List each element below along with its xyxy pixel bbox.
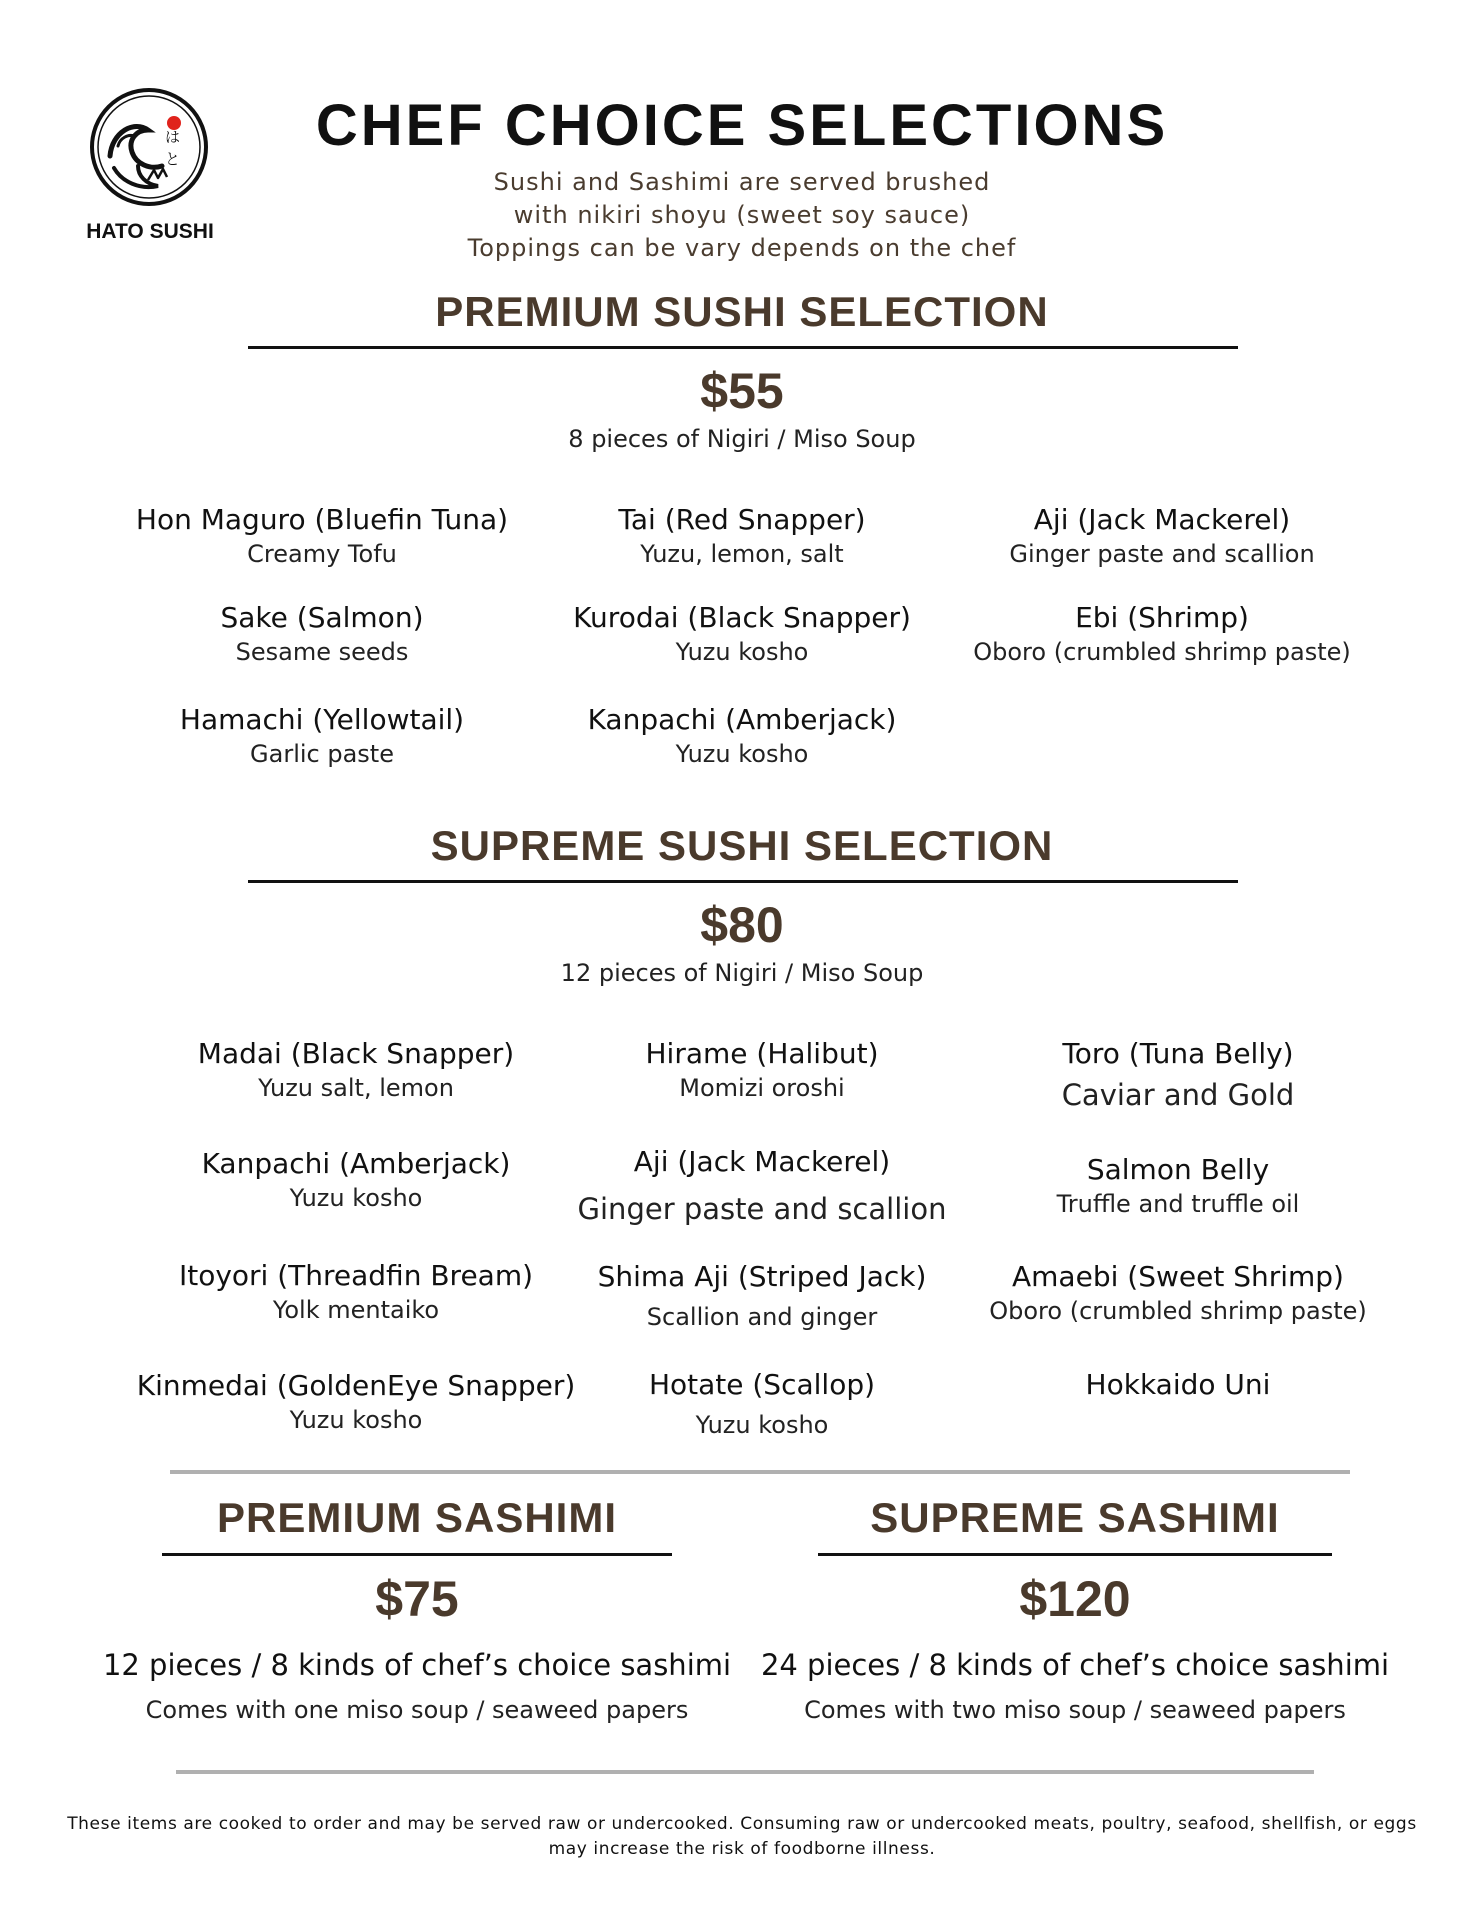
logo-glyph-1: は [165,128,181,146]
item-name: Kinmedai (GoldenEye Snapper) [136,1369,576,1402]
premium-sushi-includes: 8 pieces of Nigiri / Miso Soup [568,425,916,453]
item-name: Hokkaido Uni [1085,1368,1271,1401]
intro-line: with nikiri shoyu (sweet soy sauce) [513,201,971,229]
supreme-sushi-includes: 12 pieces of Nigiri / Miso Soup [560,959,924,987]
supreme-sushi-title: SUPREME SUSHI SELECTION [430,822,1054,869]
item-name: Toro (Tuna Belly) [1062,1037,1294,1070]
brand-name: HATO SUSHI [86,220,214,243]
divider [170,1470,1350,1474]
item-desc: Yuzu kosho [695,1411,829,1439]
item-name: Kanpachi (Amberjack) [587,703,897,736]
item-desc: Yuzu kosho [289,1406,423,1434]
premium-sashimi-title: PREMIUM SASHIMI [216,1494,617,1541]
menu-item [928,1260,1428,1325]
supreme-sashimi-comes-with: Comes with two miso soup / seaweed papers [804,1696,1346,1724]
divider [162,1553,672,1556]
item-desc: Momizi oroshi [679,1074,845,1102]
menu-item [492,703,992,768]
supreme-sashimi-pieces: 24 pieces / 8 kinds of chef’s choice sashimi [760,1648,1390,1682]
menu-item [928,1037,1428,1112]
item-name: Aji (Jack Mackerel) [1033,503,1291,536]
item-desc: Yuzu kosho [675,638,809,666]
item-desc: Creamy Tofu [247,540,397,568]
supreme-sushi-price: $80 [700,897,784,953]
disclaimer: These items are cooked to order and may be served raw or undercooked. Consuming raw or undercooked meats, poultry, seafood, shellfish, or eggs may increase the risk of foodborne illness. [67,1814,1417,1859]
item-desc: Ginger paste and scallion [577,1192,947,1226]
item-name: Itoyori (Threadfin Bream) [178,1259,534,1292]
item-desc: Yolk mentaiko [272,1296,440,1324]
item-desc: Truffle and truffle oil [1056,1190,1300,1218]
item-name: Kurodai (Black Snapper) [573,601,911,634]
menu-item [912,503,1412,568]
item-name: Hirame (Halibut) [645,1037,879,1070]
supreme-sashimi-title: SUPREME SASHIMI [870,1494,1280,1541]
item-name: Hamachi (Yellowtail) [179,703,465,736]
item-desc: Oboro (crumbled shrimp paste) [989,1297,1367,1325]
item-name: Aji (Jack Mackerel) [633,1145,891,1178]
divider [176,1770,1314,1774]
item-desc: Garlic paste [250,740,394,768]
item-name: Sake (Salmon) [220,601,424,634]
logo-glyph-2: と [165,150,181,168]
menu-item [928,1153,1428,1218]
item-desc: Sesame seeds [235,638,409,666]
item-name: Hon Maguro (Bluefin Tuna) [135,503,509,536]
premium-sashimi-price: $75 [375,1571,459,1627]
item-desc: Ginger paste and scallion [1009,540,1315,568]
item-name: Amaebi (Sweet Shrimp) [1012,1260,1344,1293]
item-desc: Caviar and Gold [1061,1078,1295,1112]
item-desc: Yuzu kosho [675,740,809,768]
item-name: Tai (Red Snapper) [618,503,866,536]
item-desc: Scallion and ginger [646,1303,878,1331]
divider [248,346,1238,349]
menu-item [912,601,1412,666]
page-title: CHEF CHOICE SELECTIONS [315,93,1169,158]
menu-item [928,1368,1428,1401]
item-name: Shima Aji (Striped Jack) [597,1260,927,1293]
item-name: Kanpachi (Amberjack) [201,1147,511,1180]
item-name: Salmon Belly [1086,1153,1270,1186]
item-desc: Oboro (crumbled shrimp paste) [973,638,1351,666]
premium-sashimi-pieces: 12 pieces / 8 kinds of chef’s choice sashimi [102,1648,732,1682]
intro-line: Sushi and Sashimi are served brushed [493,168,991,196]
item-desc: Yuzu, lemon, salt [640,540,844,568]
item-name: Madai (Black Snapper) [197,1037,515,1070]
item-name: Hotate (Scallop) [648,1368,876,1401]
item-name: Ebi (Shrimp) [1075,601,1249,634]
divider [248,880,1238,883]
item-desc: Yuzu kosho [289,1184,423,1212]
premium-sushi-title: PREMIUM SUSHI SELECTION [435,288,1049,335]
divider [818,1553,1332,1556]
intro-line: Toppings can be vary depends on the chef [467,234,1017,262]
item-desc: Yuzu salt, lemon [258,1074,454,1102]
intro-text [0,166,1484,265]
supreme-sashimi-price: $120 [1019,1571,1131,1627]
premium-sashimi-comes-with: Comes with one miso soup / seaweed papers [145,1696,689,1724]
premium-sushi-price: $55 [700,363,784,419]
